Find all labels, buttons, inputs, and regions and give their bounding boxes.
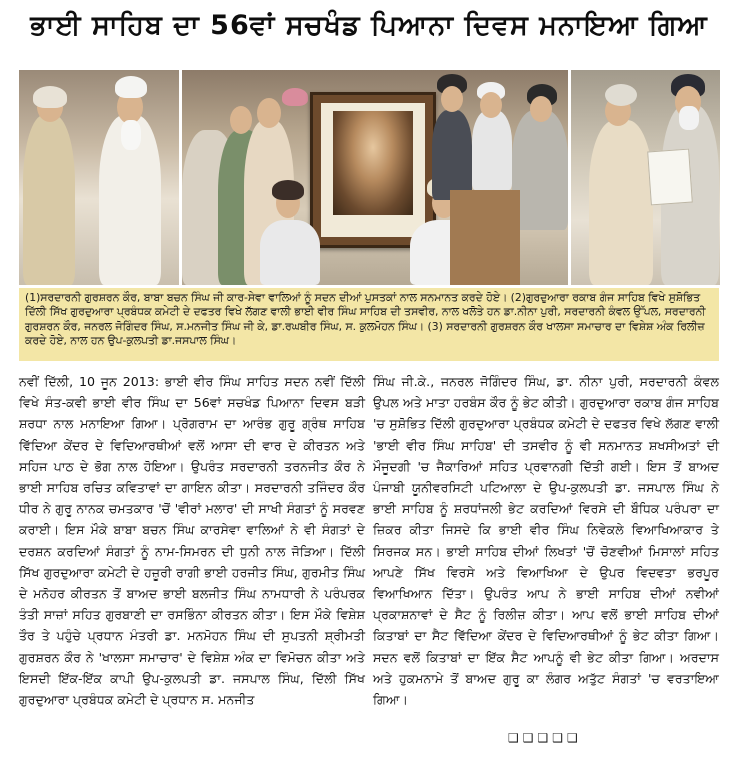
photo-2-portrait-unveiling [182,70,568,285]
article-headline: ਭਾਈ ਸਾਹਿਬ ਦਾ 56ਵਾਂ ਸਚਖੰਡ ਪਿਆਨਾ ਦਿਵਸ ਮਨਾਇਆ ਗਿਆ [30,10,708,41]
photo-strip [19,70,720,285]
article-column-left [19,371,365,710]
article-body-right: ਸਿੰਘ ਜੀ.ਕੇ., ਜਨਰਲ ਜੋਗਿੰਦਰ ਸਿੰਘ, ਡਾ. ਨੀਨਾ ਪੁਰੀ, ਸਰਦਾਰਨੀ ਕੰਵਲ ਉਪਲ ਅਤੇ ਮਾਤਾ ਹਰਬੰਸ ਕੌਰ ਨੂੰ ਭੇਟ ਕੀਤੀ। ਗੁਰਦੁਆਰਾ ਰਕਾਬ ਗੰਜ ਸਾਹਿਬ 'ਚ ਸੁਸ਼ੋਭਿਤ ਦਿੱਲੀ ਗੁਰਦੁਆਰਾ ਪ੍ਰਬੰਧਕ ਕਮੇਟੀ ਦੇ ਦਫਤਰ ਵਿਖੇ ਲੱਗਣ ਵਾਲੀ 'ਭਾਈ ਵੀਰ ਸਿੰਘ ਸਾਹਿਬ' ਦੀ ਤਸਵੀਰ ਨੂੰ ਵੀ ਸਨਮਾਨਤ ਸ਼ਖਸੀਅਤਾਂ ਦੀ ਮੌਜੂਦਗੀ 'ਚ ਜੈਕਾਰਿਆਂ ਸਹਿਤ ਪ੍ਰਵਾਨਗੀ ਦਿੱਤੀ ਗਈ। ਇਸ ਤੋਂ ਬਾਅਦ ਪੰਜਾਬੀ ਯੂਨੀਵਰਸਿਟੀ ਪਟਿਆਲਾ ਦੇ ਉਪ-ਕੁਲਪਤੀ ਡਾ. ਜਸਪਾਲ ਸਿੰਘ ਨੇ ਭਾਈ ਸਾਹਿਬ ਨੂੰ ਸ਼ਰਧਾਂਜਲੀ ਭੇਟ ਕਰਦਿਆਂ ਵਿਰਸੇ ਦੀ ਬੌਧਿਕ ਪਰੰਪਰਾ ਦਾ ਜ਼ਿਕਰ ਕੀਤਾ ਜਿਸਦੇ ਕਿ ਭਾਈ ਵੀਰ ਸਿੰਘ ਨਿਵੇਕਲੇ ਵਿਆਖਿਆਕਾਰ ਤੇ ਸਿਰਜਕ ਸਨ। ਭਾਈ ਸਾਹਿਬ ਦੀਆਂ ਲਿਖਤਾਂ 'ਚੋਂ ਚੋਣਵੀਆਂ ਮਿਸਾਲਾਂ ਸਹਿਤ ਆਪਣੇ ਸਿੱਖ ਵਿਰਸੇ ਅਤੇ ਵਿਆਖਿਆ ਦੇ ਉਪਰ ਵਿਦਵਤਾ ਭਰਪੂਰ ਵਿਆਖਿਆਨ ਦਿੱਤਾ। ਉਪਰੰਤ ਆਪ ਨੇ ਭਾਈ ਸਾਹਿਬ ਦੀਆਂ ਨਵੀਆਂ ਪ੍ਰਕਾਸ਼ਨਾਵਾਂ ਦੇ ਸੈਟ ਨੂੰ ਰਿਲੀਜ਼ ਕੀਤਾ। ਆਪ ਵਲੋਂ ਭਾਈ ਸਾਹਿਬ ਦੀਆਂ ਕਿਤਾਬਾਂ ਦਾ ਸੈਟ ਵਿੱਦਿਆ ਕੇਂਦਰ ਦੇ ਵਿਦਿਆਰਥੀਆਂ ਨੂੰ ਭੇਟ ਕੀਤਾ ਗਿਆ। ਸਦਨ ਵਲੋਂ ਕਿਤਾਬਾਂ ਦਾ ਇੱਕ ਸੈਟ ਆਪਨੂੰ ਵੀ ਭੇਟ ਕੀਤਾ ਗਿਆ। ਅਰਦਾਸ ਅਤੇ ਹੁਕਮਨਾਮੇ ਤੋਂ ਬਾਅਦ ਗੁਰੂ ਕਾ ਲੰਗਰ ਅਤੁੱਟ ਸੰਗਤਾਂ 'ਚ ਵਰਤਾਇਆ ਗਿਆ। [373,374,719,708]
photo-1-book-presentation [19,70,179,285]
photo-3-magazine-release [571,70,720,285]
article-column-right [373,371,719,710]
framed-portrait [310,92,436,248]
photo-caption: (1)ਸਰਦਾਰਨੀ ਗੁਰਸ਼ਰਨ ਕੌਰ, ਬਾਬਾ ਬਚਨ ਸਿੰਘ ਜੀ ਕਾਰ-ਸੇਵਾ ਵਾਲਿਆਂ ਨੂੰ ਸਦਨ ਦੀਆਂ ਪੁਸਤਕਾਂ ਨਾਲ ਸਨਮਾਨਤ ਕਰਦੇ ਹੋਏ। (2)ਗੁਰਦੁਆਰਾ ਰਕਾਬ ਗੰਜ ਸਾਹਿਬ ਵਿਖੇ ਸੁਸ਼ੋਭਿਤ ਦਿੱਲੀ ਸਿੱਖ ਗੁਰਦੁਆਰਾ ਪ੍ਰਬੰਧਕ ਕਮੇਟੀ ਦੇ ਦਫਤਰ ਵਿਖੇ ਲੱਗਣ ਵਾਲੀ ਭਾਈ ਵੀਰ ਸਿੰਘ ਸਾਹਿਬ ਦੀ ਤਸਵੀਰ, ਨਾਲ ਖਲੋਤੇ ਹਨ ਡਾ.ਨੀਨਾ ਪੁਰੀ, ਸਰਦਾਰਨੀ ਕੰਵਲ ਉੱਪਲ, ਸਰਦਾਰਨੀ ਗੁਰਸ਼ਰਨ ਕੌਰ, ਜਨਰਲ ਜੋਗਿੰਦਰ ਸਿੰਘ, ਸ.ਮਨਜੀਤ ਸਿੰਘ ਜੀ ਕੇ, ਡਾ.ਰਘਬੀਰ ਸਿੰਘ, ਸ. ਕੁਲਮੋਹਨ ਸਿੰਘ। (3) ਸਰਦਾਰਨੀ ਗੁਰਸ਼ਰਨ ਕੌਰ ਖਾਲਸਾ ਸਮਾਚਾਰ ਦਾ ਵਿਸ਼ੇਸ਼ ਅੰਕ ਰਿਲੀਜ਼ ਕਰਦੇ ਹੋਏ, ਨਾਲ ਹਨ ਉਪ-ਕੁਲਪਤੀ ਡਾ.ਜਸਪਾਲ ਸਿੰਘ। [19,288,719,361]
end-of-article-mark: ❑❑❑❑❑ [508,731,582,745]
article-body-left: ਨਵੀਂ ਦਿੱਲੀ, 10 ਜੂਨ 2013: ਭਾਈ ਵੀਰ ਸਿੰਘ ਸਾਹਿਤ ਸਦਨ ਨਵੀਂ ਦਿੱਲੀ ਵਿਖੇ ਸੰਤ-ਕਵੀ ਭਾਈ ਵੀਰ ਸਿੰਘ ਦਾ 56ਵਾਂ ਸਚਖੰਡ ਪਿਆਨਾ ਦਿਵਸ ਬੜੀ ਸ਼ਰਧਾ ਨਾਲ ਮਨਾਇਆ ਗਿਆ। ਪ੍ਰੋਗਰਾਮ ਦਾ ਆਰੰਭ ਗੁਰੂ ਗ੍ਰੰਥ ਸਾਹਿਬ ਵਿੱਦਿਆ ਕੇਂਦਰ ਦੇ ਵਿਦਿਆਰਥੀਆਂ ਵਲੋਂ ਆਸਾ ਦੀ ਵਾਰ ਦੇ ਕੀਰਤਨ ਅਤੇ ਸਹਿਜ ਪਾਠ ਦੇ ਭੋਗ ਨਾਲ ਹੋਇਆ। ਉਪਰੰਤ ਸਰਦਾਰਨੀ ਤਰਨਜੀਤ ਕੌਰ ਨੇ ਭਾਈ ਸਾਹਿਬ ਰਚਿਤ ਕਵਿਤਾਵਾਂ ਦਾ ਗਾਇਨ ਕੀਤਾ। ਸਰਦਾਰਨੀ ਤਜਿੰਦਰ ਕੌਰ ਧੀਰ ਨੇ ਗੁਰੂ ਨਾਨਕ ਚਮਤਕਾਰ 'ਚੋਂ 'ਵੀਰਾਂ ਮਲਾਰ' ਦੀ ਸਾਖੀ ਸੰਗਤਾਂ ਨੂੰ ਸਰਵਣ ਕਰਾਈ। ਇਸ ਮੌਕੇ ਬਾਬਾ ਬਚਨ ਸਿੰਘ ਕਾਰਸੇਵਾ ਵਾਲਿਆਂ ਨੇ ਵੀ ਸੰਗਤਾਂ ਦੇ ਦਰਸ਼ਨ ਕਰਦਿਆਂ ਸੰਗਤਾਂ ਨੂੰ ਨਾਮ-ਸਿਮਰਨ ਦੀ ਧੁਨੀ ਨਾਲ ਜੋੜਿਆ। ਦਿੱਲੀ ਸਿੱਖ ਗੁਰਦੁਆਰਾ ਕਮੇਟੀ ਦੇ ਹਜ਼ੂਰੀ ਰਾਗੀ ਭਾਈ ਹਰਜੀਤ ਸਿੰਘ, ਗੁਰਮੀਤ ਸਿੰਘ ਦੇ ਮਨੋਹਰ ਕੀਰਤਨ ਤੋਂ ਬਾਅਦ ਭਾਈ ਬਲਜੀਤ ਸਿੰਘ ਨਾਮਧਾਰੀ ਨੇ ਪਰੰਪਰਕ ਤੰਤੀ ਸਾਜ਼ਾਂ ਸਹਿਤ ਗੁਰਬਾਣੀ ਦਾ ਰਸਭਿੰਨਾ ਕੀਰਤਨ ਕੀਤਾ। ਇਸ ਮੌਕੇ ਵਿਸ਼ੇਸ਼ ਤੌਰ ਤੇ ਪਹੁੰਚੇ ਪ੍ਰਧਾਨ ਮੰਤਰੀ ਡਾ. ਮਨਮੋਹਨ ਸਿੰਘ ਦੀ ਸੁਪਤਨੀ ਸ਼੍ਰੀਮਤੀ ਗੁਰਸ਼ਰਨ ਕੌਰ ਨੇ 'ਖਾਲਸਾ ਸਮਾਚਾਰ' ਦੇ ਵਿਸ਼ੇਸ਼ ਅੰਕ ਦਾ ਵਿਮੋਚਨ ਕੀਤਾ ਅਤੇ ਇਸਦੀ ਇੱਕ-ਇੱਕ ਕਾਪੀ ਉਪ-ਕੁਲਪਤੀ ਡਾ. ਜਸਪਾਲ ਸਿੰਘ, ਦਿੱਲੀ ਸਿੱਖ ਗੁਰਦੁਆਰਾ ਪ੍ਰਬੰਧਕ ਕਮੇਟੀ ਦੇ ਪ੍ਰਧਾਨ ਸ. ਮਨਜੀਤ [19,374,365,708]
